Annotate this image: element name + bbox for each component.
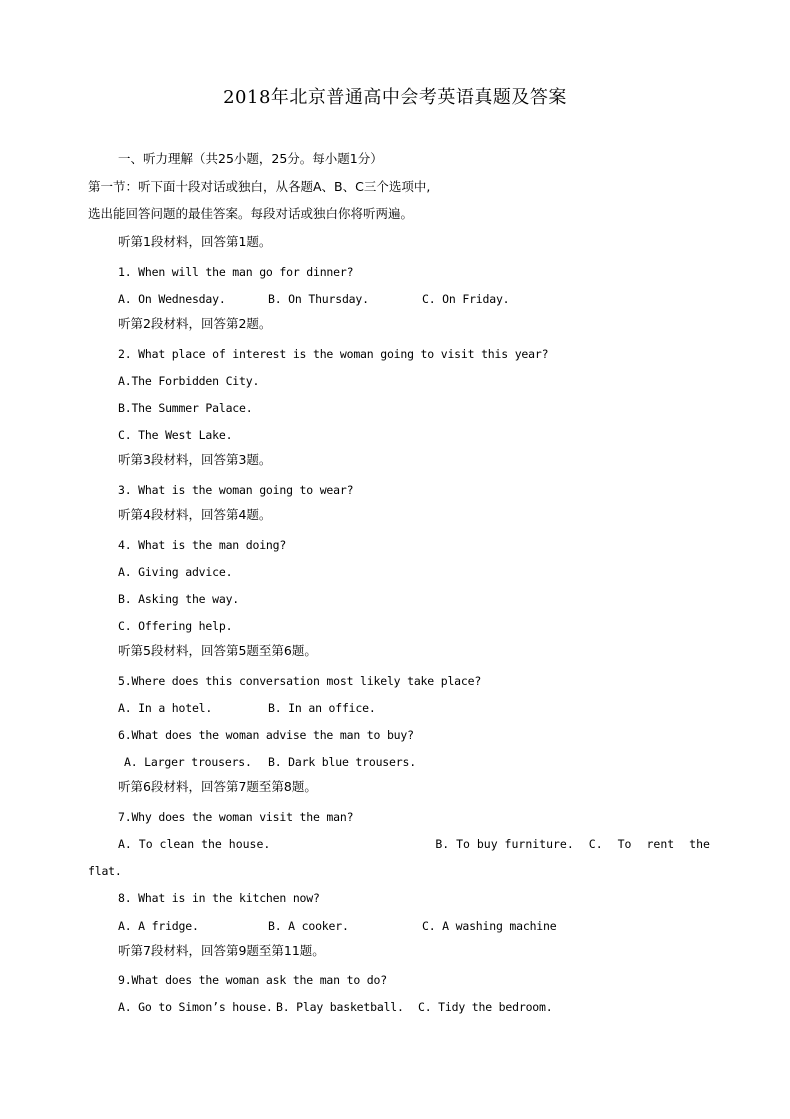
question-5-option-b: B. In an office.: [268, 701, 376, 715]
material-4-instruction: 听第4段材料，回答第4题。: [118, 507, 272, 522]
material-5-instruction: 听第5段材料，回答第5题至第6题。: [118, 643, 317, 658]
question-5: 5.Where does this conversation most likely take place?: [118, 674, 482, 688]
question-2-option-a: A.The Forbidden City.: [118, 374, 260, 388]
question-9-option-a: A. Go to Simon’s house.: [118, 1000, 273, 1014]
question-7-option-c-word-1: To: [617, 837, 632, 851]
question-7-option-b: B. To buy furniture.: [435, 837, 574, 851]
page-title: 2018年北京普通高中会考英语真题及答案: [223, 87, 567, 108]
question-1: 1. When will the man go for dinner?: [118, 265, 354, 279]
part1-instruction-line2: 选出能回答问题的最佳答案。每段对话或独白你将听两遍。: [88, 206, 414, 221]
material-3-instruction: 听第3段材料，回答第3题。: [118, 452, 272, 467]
question-6: 6.What does the woman advise the man to buy?: [118, 728, 414, 742]
question-2-option-b: B.The Summer Palace.: [118, 401, 253, 415]
question-6-option-b: B. Dark blue trousers.: [268, 755, 416, 769]
material-1-instruction: 听第1段材料，回答第1题。: [118, 234, 272, 249]
section-heading: 一、听力理解（共25小题，25分。每小题1分）: [118, 151, 383, 166]
question-9-option-c: C. Tidy the bedroom.: [418, 1000, 553, 1014]
material-6-instruction: 听第6段材料，回答第7题至第8题。: [118, 779, 317, 794]
question-7-option-c-wrap: flat.: [88, 864, 122, 878]
question-8: 8. What is in the kitchen now?: [118, 891, 320, 905]
question-7-options-row: [118, 836, 710, 852]
question-6-option-a: A. Larger trousers.: [124, 755, 252, 769]
question-9: 9.What does the woman ask the man to do?: [118, 973, 387, 987]
question-8-option-b: B. A cooker.: [268, 919, 349, 933]
material-7-instruction: 听第7段材料，回答第9题至第11题。: [118, 943, 325, 958]
part1-instruction-line1: 第一节：听下面十段对话或独白，从各题A、B、C三个选项中,: [88, 179, 431, 194]
question-7-option-a: A. To clean the house.: [118, 837, 271, 851]
question-7: 7.Why does the woman visit the man?: [118, 810, 354, 824]
question-1-option-b: B. On Thursday.: [268, 292, 369, 306]
question-3: 3. What is the woman going to wear?: [118, 483, 354, 497]
question-4: 4. What is the man doing?: [118, 538, 287, 552]
question-4-option-b: B. Asking the way.: [118, 592, 240, 606]
question-7-option-c-word-2: rent: [646, 837, 675, 851]
question-1-option-a: A. On Wednesday.: [118, 292, 226, 306]
question-8-option-a: A. A fridge.: [118, 919, 199, 933]
question-2-option-c: C. The West Lake.: [118, 428, 233, 442]
question-9-option-b: B. Play basketball.: [276, 1000, 404, 1014]
question-2: 2. What place of interest is the woman going to visit this year?: [118, 347, 549, 361]
question-4-option-c: C. Offering help.: [118, 619, 233, 633]
question-5-option-a: A. In a hotel.: [118, 701, 213, 715]
question-4-option-a: A. Giving advice.: [118, 565, 233, 579]
question-8-option-c: C. A washing machine: [422, 919, 557, 933]
question-7-option-c-label: C.: [588, 837, 603, 851]
question-7-option-c-word-3: the: [689, 837, 710, 851]
material-2-instruction: 听第2段材料，回答第2题。: [118, 316, 272, 331]
question-1-option-c: C. On Friday.: [422, 292, 510, 306]
